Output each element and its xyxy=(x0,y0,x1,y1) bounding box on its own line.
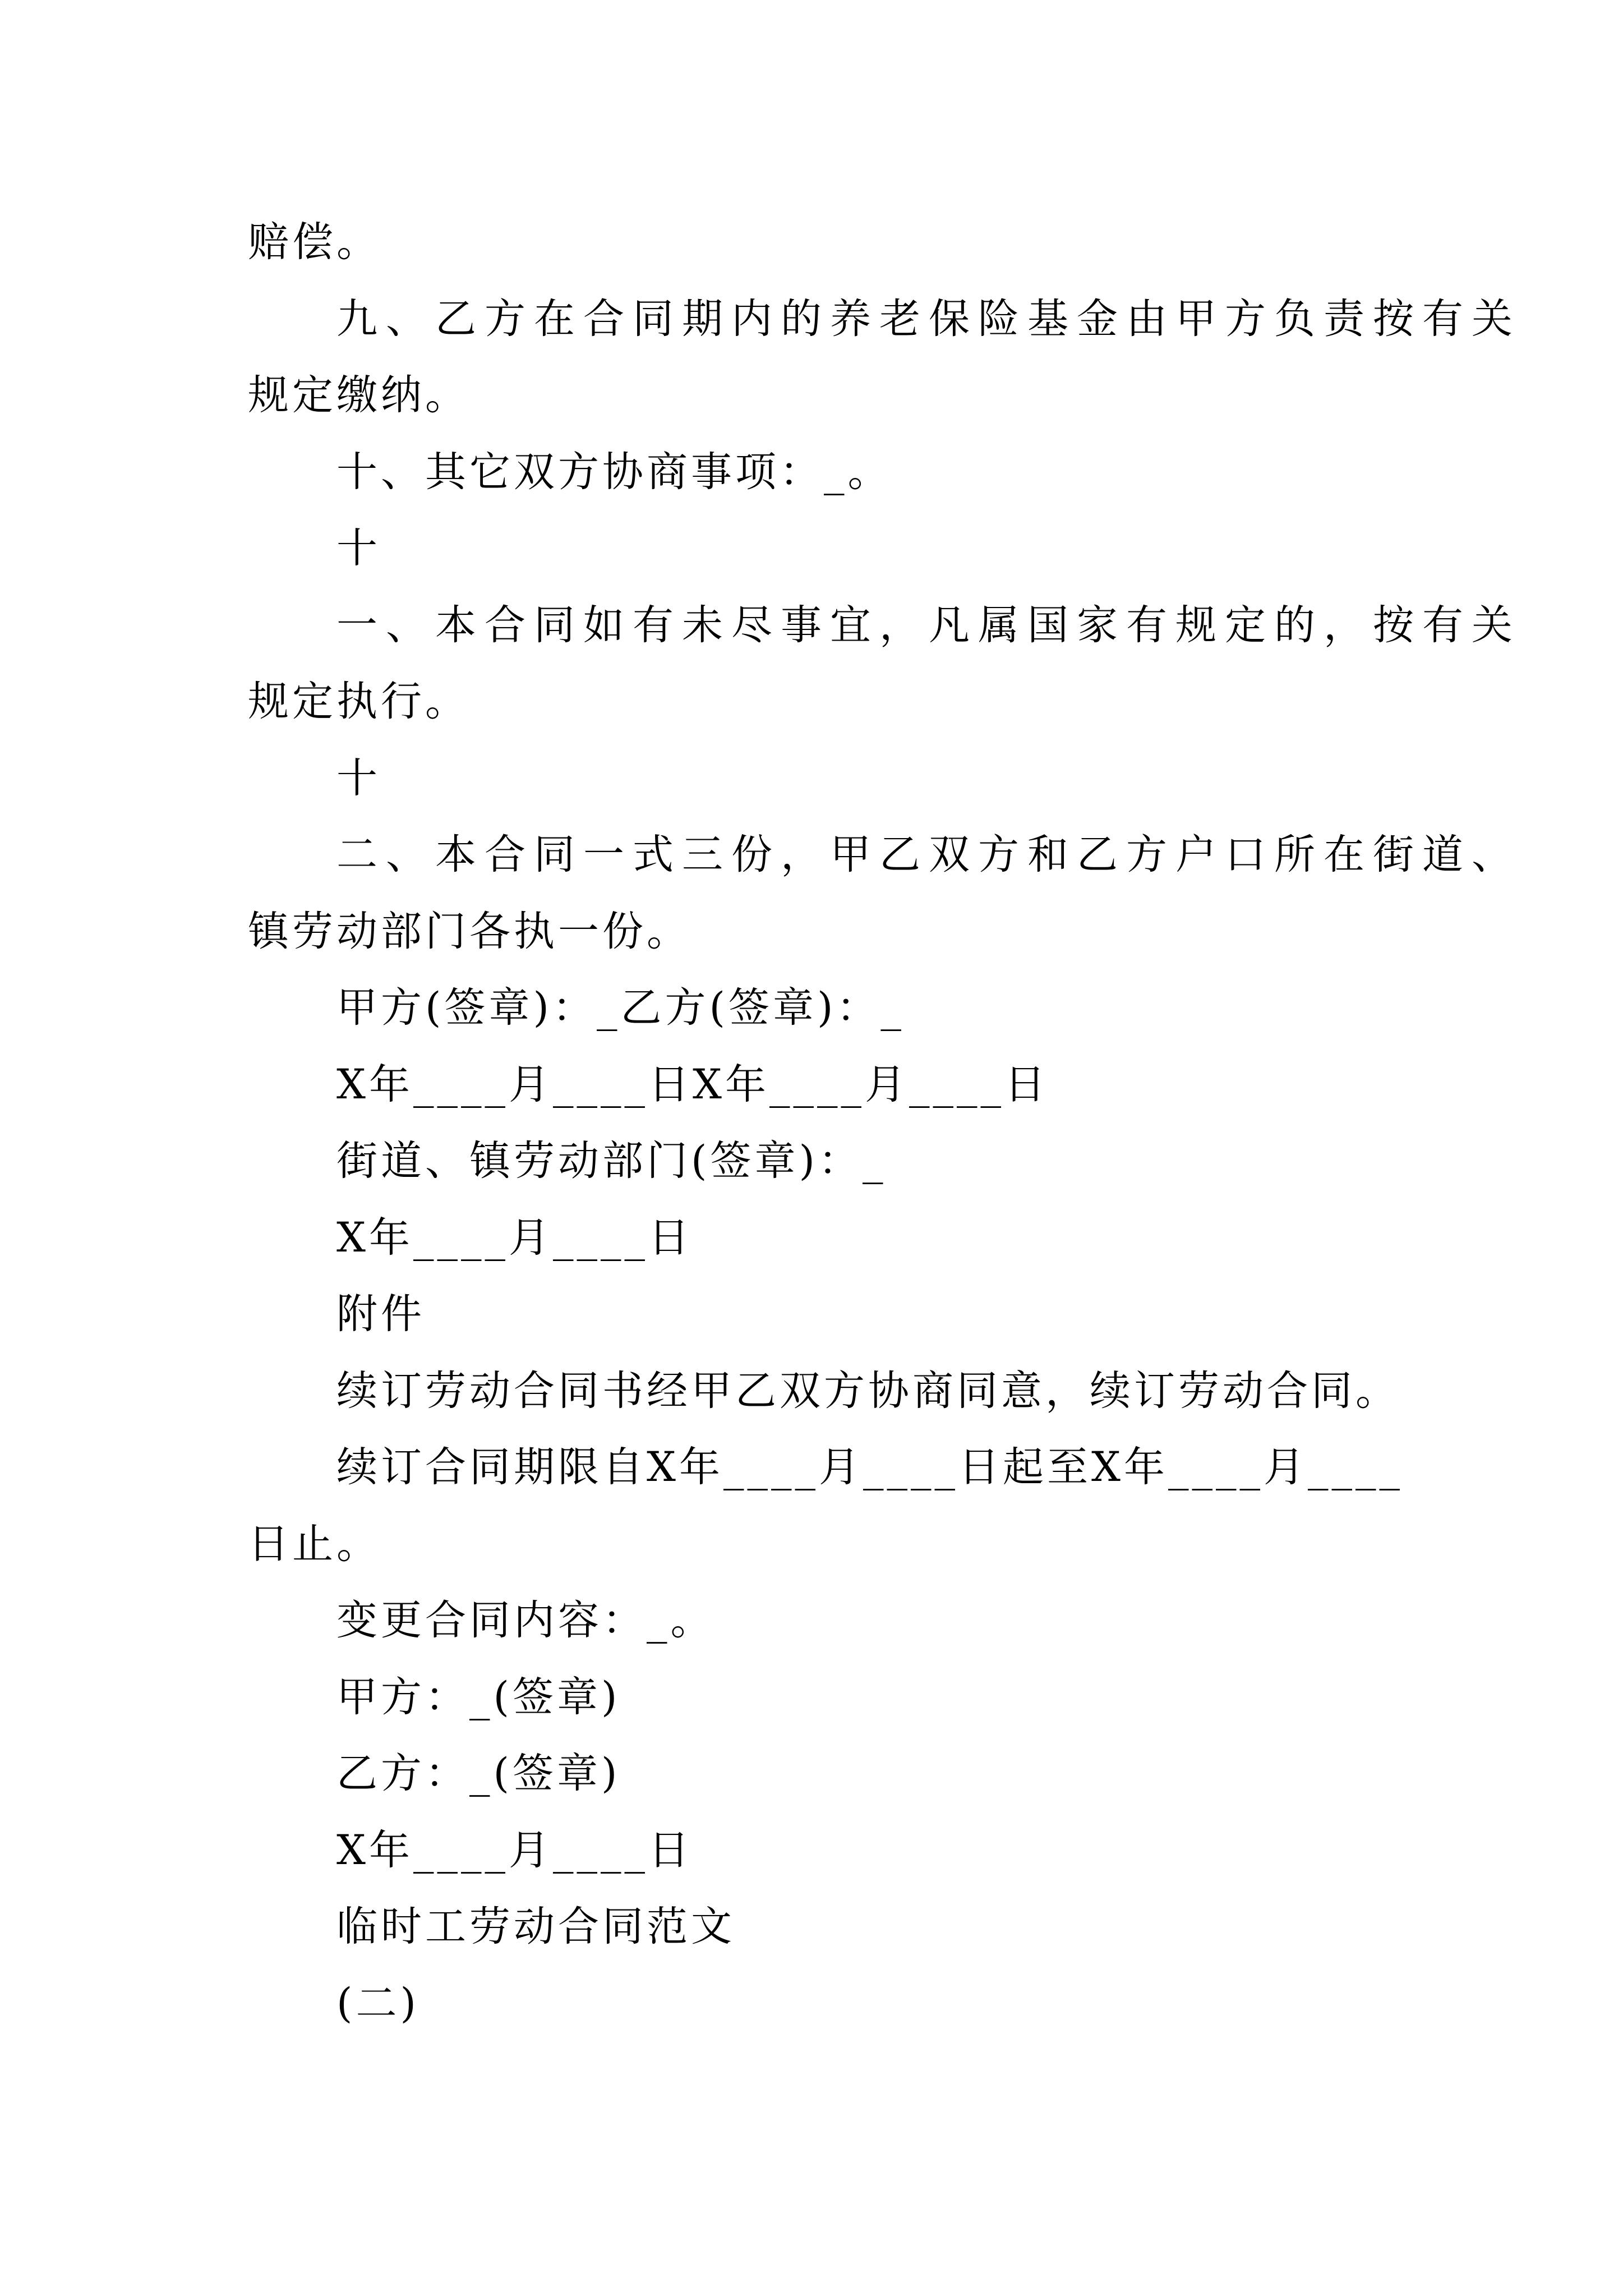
text-line-signatures: 甲方(签章)：_乙方(签章)：_ xyxy=(336,984,905,1032)
text-line-attachment: 附件 xyxy=(336,1290,425,1338)
text-line-ten-b: 十 xyxy=(336,754,381,802)
text-line-renewal-term-cont: 日止。 xyxy=(248,1520,381,1568)
text-line-section-two: (二) xyxy=(336,1980,419,2027)
text-line-clause-12: 二、本合同一式三份，甲乙双方和乙方户口所在街道、 xyxy=(336,831,1521,878)
text-line-final-date: X年____月____日 xyxy=(336,1826,693,1874)
text-line-party-b: 乙方：_(签章) xyxy=(336,1750,621,1797)
text-line-renewal-term: 续订合同期限自X年____月____日起至X年____月____ xyxy=(336,1443,1403,1491)
text-line-dates: X年____月____日X年____月____日 xyxy=(336,1061,1049,1108)
text-line-clause-10: 十、其它双方协商事项：_。 xyxy=(336,448,892,496)
text-line-heading-temp-contract: 临时工劳动合同范文 xyxy=(336,1903,735,1950)
text-line-party-a: 甲方：_(签章) xyxy=(336,1673,621,1721)
text-line-change-content: 变更合同内容：_。 xyxy=(336,1596,715,1644)
text-line-renewal: 续订劳动合同书经甲乙双方协商同意，续订劳动合同。 xyxy=(336,1367,1400,1415)
text-line-ten-a: 十 xyxy=(336,524,381,572)
text-line-compensation: 赔偿。 xyxy=(248,218,381,266)
text-line-labor-dept-date: X年____月____日 xyxy=(336,1214,693,1262)
text-line-clause-9-cont: 规定缴纳。 xyxy=(248,371,469,419)
text-line-clause-11: 一、本合同如有未尽事宜，凡属国家有规定的，按有关 xyxy=(336,601,1521,649)
text-line-clause-11-cont: 规定执行。 xyxy=(248,678,469,725)
text-line-clause-12-cont: 镇劳动部门各执一份。 xyxy=(248,908,691,955)
text-line-clause-9: 九、乙方在合同期内的养老保险基金由甲方负责按有关 xyxy=(336,295,1521,343)
text-line-labor-dept: 街道、镇劳动部门(签章)：_ xyxy=(336,1137,887,1185)
